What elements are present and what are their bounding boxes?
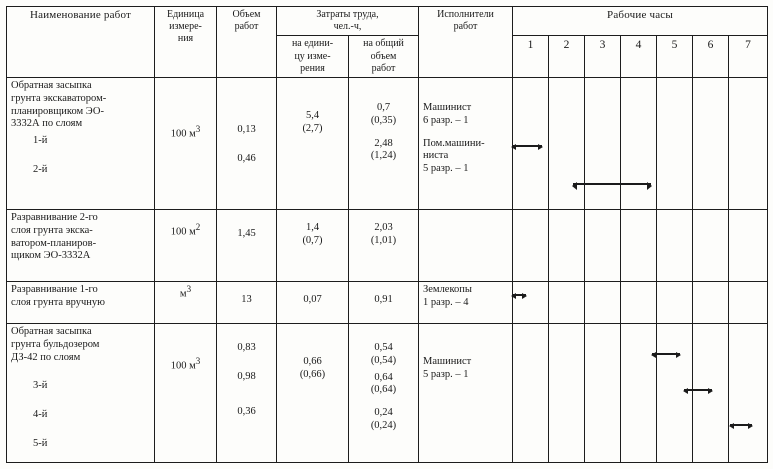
- table-row: [7, 281, 768, 323]
- row-1-name-line-1: Обратная засыпка: [11, 79, 92, 91]
- row-3-labor-total-1: 0,91: [374, 293, 393, 305]
- header-labor-group-line2: чел.-ч,: [333, 21, 362, 33]
- row-2-name-line-2: слоя грунта экска-: [11, 224, 93, 236]
- row-3-work-name: [7, 281, 155, 323]
- row-1-worker-line-1: Машинист: [423, 101, 472, 113]
- row-2-work-name: [7, 209, 155, 281]
- header-unit: [155, 7, 217, 78]
- row-1-name-line-4: 3332А по слоям: [11, 118, 83, 130]
- row-3-unit-text: м: [179, 288, 187, 300]
- header-labor-total-line3: работ: [371, 62, 396, 74]
- row-2-day-1-cell[interactable]: [513, 209, 549, 281]
- row-3-unit-value: [159, 284, 212, 301]
- row-1-unit-value: [159, 80, 212, 141]
- row-3-name-line-1: Разравнивание 1-го: [11, 283, 98, 295]
- header-unit-line3: ния: [177, 33, 194, 45]
- row-4-name-line-1: Обратная засыпка: [11, 325, 92, 337]
- table-header-row-1: [7, 7, 768, 36]
- table-row: [7, 209, 768, 281]
- row-2-day-2-cell[interactable]: [549, 209, 585, 281]
- header-volume-line1: Объем: [232, 9, 261, 20]
- row-4-workers: [419, 323, 513, 462]
- row-4-labor-total-3: 0,24: [374, 407, 393, 419]
- row-2-name-line-3: ватором-планиров-: [11, 237, 97, 249]
- row-1-name-line-3: планировщиком ЭО-: [11, 105, 104, 117]
- work-schedule-table: [6, 6, 768, 463]
- row-1-unit: [155, 77, 217, 209]
- row-2-labor-total: [349, 209, 419, 281]
- row-4-sublayer-4: 4-й: [33, 409, 48, 421]
- row-4-day-5-cell[interactable]: [657, 323, 693, 462]
- header-volume: [217, 7, 277, 78]
- table-row: [7, 77, 768, 209]
- header-labor-per-unit-line3: рения: [300, 62, 325, 74]
- row-2-labor-per-unit: [277, 209, 349, 281]
- row-2-unit-text: 100 м: [170, 226, 196, 238]
- header-volume-line2: работ: [234, 21, 259, 33]
- row-2-name-line-4: щиком ЭО-3332А: [11, 250, 91, 262]
- row-3-day-7-cell[interactable]: [729, 281, 768, 323]
- row-1-labor-total-1: 0,7: [376, 101, 391, 113]
- row-3-worker-line-2: 1 разр. – 4: [423, 296, 469, 308]
- row-1-unit-text: 100 м: [170, 128, 196, 140]
- row-4-name-line-2: грунта бульдозером: [11, 338, 100, 350]
- row-1-labor-total: [349, 77, 419, 209]
- row-1-labor-total-2: 2,48: [374, 137, 393, 149]
- row-1-unit-exponent: 3: [195, 123, 201, 134]
- row-4-day-4-cell[interactable]: [621, 323, 657, 462]
- row-4-labor-per-unit: [277, 323, 349, 462]
- header-workers: [419, 7, 513, 78]
- row-4-sublayer-3: 3-й: [33, 380, 48, 392]
- header-day-7: 7: [729, 36, 768, 78]
- row-2-labor-per-unit-paren: (0,7): [302, 234, 323, 246]
- row-3-workers: [419, 281, 513, 323]
- row-1-volume-2: 0,46: [237, 152, 256, 164]
- row-4-day-6-cell[interactable]: [693, 323, 729, 462]
- row-4-unit-value: [159, 326, 212, 373]
- header-labor-per-unit-line1: на едини-: [291, 38, 334, 50]
- row-1-volume: [217, 77, 277, 209]
- header-day-6: 6: [693, 36, 729, 78]
- row-4-labor-total-3-paren: (0,24): [370, 419, 397, 431]
- row-4-name-line-3: ДЗ-42 по слоям: [11, 351, 81, 363]
- row-4-day-2-cell[interactable]: [549, 323, 585, 462]
- header-labor-per-unit: [277, 36, 349, 78]
- row-3-name-line-2: слоя грунта вручную: [11, 296, 106, 308]
- row-4-labor-total-2: 0,64: [374, 371, 393, 383]
- table-row: [7, 323, 768, 462]
- row-4-day-1-cell[interactable]: [513, 323, 549, 462]
- row-1-workers: [419, 77, 513, 209]
- row-3-labor-per-unit-value: 0,07: [303, 293, 322, 305]
- row-3-day-1-cell[interactable]: [513, 281, 549, 323]
- row-1-sublayer-2: 2-й: [33, 163, 48, 175]
- row-3-day-5-cell[interactable]: [657, 281, 693, 323]
- row-4-worker-line-2: 5 разр. – 1: [423, 368, 469, 380]
- row-2-volume: [217, 209, 277, 281]
- row-4-labor-per-unit-paren: (0,66): [299, 368, 326, 380]
- row-4-worker-line-1: Машинист: [423, 355, 472, 367]
- row-2-unit: [155, 209, 217, 281]
- row-1-worker-line-2: 6 разр. – 1: [423, 114, 469, 126]
- row-1-day-7-cell[interactable]: [729, 77, 768, 209]
- row-3-volume: [217, 281, 277, 323]
- row-4-labor-total-1: 0,54: [374, 341, 393, 353]
- row-4-day-7-cell[interactable]: [729, 323, 768, 462]
- row-1-day-1-cell[interactable]: [513, 77, 549, 209]
- header-unit-line1: Единица: [166, 9, 205, 20]
- row-4-volume-1: 0,83: [237, 341, 256, 353]
- header-workers-line2: работ: [453, 21, 478, 33]
- row-1-day-5-cell[interactable]: [657, 77, 693, 209]
- row-4-unit-text: 100 м: [170, 360, 196, 372]
- header-workers-line1: Исполнители: [437, 9, 494, 20]
- row-1-sublayer-1: 1-й: [33, 135, 48, 147]
- header-day-5: 5: [657, 36, 693, 78]
- row-1-day-2-cell[interactable]: [549, 77, 585, 209]
- row-4-volume-2: 0,98: [237, 370, 256, 382]
- row-2-labor-total-1: 2,03: [374, 221, 393, 233]
- row-4-labor-total-2-paren: (0,64): [370, 384, 397, 396]
- row-4-labor-total-1-paren: (0,54): [370, 354, 397, 366]
- row-3-labor-per-unit: [277, 281, 349, 323]
- row-4-labor-per-unit-value: 0,66: [303, 355, 322, 367]
- row-2-day-5-cell[interactable]: [657, 209, 693, 281]
- row-4-unit: [155, 323, 217, 462]
- row-2-day-4-cell[interactable]: [621, 209, 657, 281]
- row-2-workers: [419, 209, 513, 281]
- header-labor-group-line1: Затраты труда,: [316, 9, 379, 20]
- header-labor-total: [349, 36, 419, 78]
- row-3-volume-1: 13: [241, 293, 252, 305]
- header-labor-group: [277, 7, 419, 36]
- header-labor-total-line1: на общий: [363, 38, 404, 50]
- row-2-unit-value: [159, 212, 212, 239]
- row-2-day-7-cell[interactable]: [729, 209, 768, 281]
- row-2-labor-total-1-paren: (1,01): [370, 234, 397, 246]
- row-1-labor-total-2-paren: (1,24): [370, 150, 397, 162]
- header-working-hours: Рабочие часы: [513, 7, 768, 36]
- header-unit-line2: измере-: [169, 21, 202, 33]
- row-1-worker-line-5: 5 разр. – 1: [423, 163, 469, 175]
- row-2-day-3-cell[interactable]: [585, 209, 621, 281]
- row-4-sublayer-5: 5-й: [33, 437, 48, 449]
- row-1-day-6-cell[interactable]: [693, 77, 729, 209]
- row-3-labor-total: [349, 281, 419, 323]
- row-3-unit: [155, 281, 217, 323]
- row-2-day-6-cell[interactable]: [693, 209, 729, 281]
- header-day-2: 2: [549, 36, 585, 78]
- row-4-day-3-cell[interactable]: [585, 323, 621, 462]
- row-3-day-4-cell[interactable]: [621, 281, 657, 323]
- row-4-unit-exponent: 3: [195, 355, 201, 366]
- row-4-work-name: [7, 323, 155, 462]
- row-1-volume-1: 0,13: [237, 123, 256, 135]
- row-4-volume: [217, 323, 277, 462]
- row-2-labor-per-unit-value: 1,4: [305, 221, 320, 233]
- header-day-1: 1: [513, 36, 549, 78]
- row-4-labor-total: [349, 323, 419, 462]
- row-1-labor-per-unit: [277, 77, 349, 209]
- row-3-day-6-cell[interactable]: [693, 281, 729, 323]
- row-2-unit-exponent: 2: [195, 221, 201, 232]
- row-1-work-name: [7, 77, 155, 209]
- row-3-worker-line-1: Землекопы: [423, 283, 472, 295]
- header-labor-per-unit-line2: цу изме-: [294, 50, 331, 62]
- header-day-4: 4: [621, 36, 657, 78]
- row-2-volume-1: 1,45: [237, 227, 256, 239]
- header-work-name: Наименование работ: [7, 7, 155, 78]
- row-1-day-4-cell[interactable]: [621, 77, 657, 209]
- row-1-day-3-cell[interactable]: [585, 77, 621, 209]
- row-3-day-3-cell[interactable]: [585, 281, 621, 323]
- row-2-name-line-1: Разравнивание 2-го: [11, 211, 98, 223]
- row-4-volume-3: 0,36: [237, 405, 256, 417]
- row-1-labor-total-1-paren: (0,35): [370, 114, 397, 126]
- header-labor-total-line2: объем: [370, 50, 397, 62]
- row-1-worker-line-4: ниста: [423, 150, 449, 162]
- row-1-labor-per-unit-value: 5,4: [305, 109, 320, 121]
- row-1-labor-per-unit-paren: (2,7): [302, 122, 323, 134]
- row-3-unit-exponent: 3: [186, 283, 192, 294]
- row-3-day-2-cell[interactable]: [549, 281, 585, 323]
- row-1-worker-line-3: Пом.машини-: [423, 137, 485, 149]
- header-day-3: 3: [585, 36, 621, 78]
- row-1-name-line-2: грунта экскаватором-: [11, 92, 107, 104]
